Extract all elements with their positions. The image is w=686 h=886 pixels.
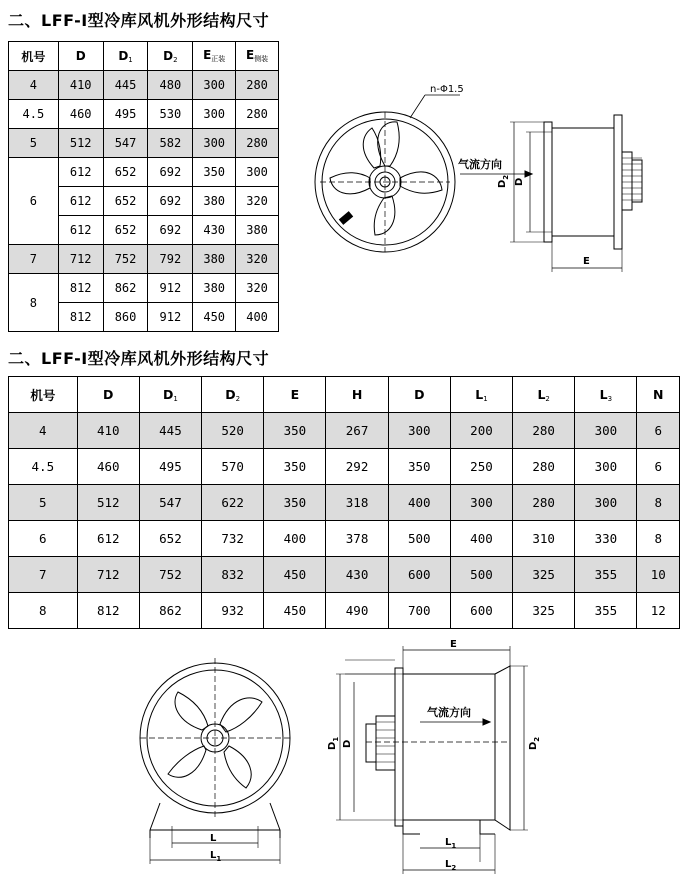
model-cell: 7 [9, 245, 59, 274]
table-cell: 450 [264, 557, 326, 593]
table-cell: 310 [513, 521, 575, 557]
table-cell: 350 [264, 449, 326, 485]
table-cell: 350 [264, 485, 326, 521]
table-cell: 380 [193, 245, 236, 274]
table-cell: 300 [193, 100, 236, 129]
table-cell: 500 [450, 557, 512, 593]
table-cell: 912 [148, 303, 193, 332]
side-l2-label: $L_2$ [445, 859, 457, 872]
table-row [9, 485, 680, 521]
table-cell: 490 [326, 593, 388, 629]
table-cell: 547 [103, 129, 148, 158]
table-cell: 832 [202, 557, 264, 593]
spec-table-2 [8, 376, 680, 629]
table-row [9, 557, 680, 593]
table-cell: 445 [139, 413, 201, 449]
table-row [9, 593, 680, 629]
d2-label: $D_2$ [528, 736, 541, 750]
model-cell: 5 [9, 129, 59, 158]
table-row [9, 274, 279, 303]
table-cell: 932 [202, 593, 264, 629]
table-cell: 355 [575, 593, 637, 629]
table-cell: 8 [637, 485, 680, 521]
side-view [336, 646, 528, 874]
table-cell: 320 [236, 274, 279, 303]
table-cell: 400 [450, 521, 512, 557]
table-row [9, 100, 279, 129]
table-cell: 330 [575, 521, 637, 557]
col-header: $L_3$ [575, 377, 637, 413]
table-row [9, 521, 680, 557]
table-cell: 495 [103, 100, 148, 129]
table-cell: 250 [450, 449, 512, 485]
table-cell: 430 [326, 557, 388, 593]
table-cell: 410 [77, 413, 139, 449]
table-cell: 752 [103, 245, 148, 274]
table-cell: 267 [326, 413, 388, 449]
d-label: D [514, 177, 525, 186]
table-cell: 320 [236, 187, 279, 216]
table-cell: 692 [148, 158, 193, 187]
table-cell: 862 [103, 274, 148, 303]
col-header: E [264, 377, 326, 413]
model-cell: 6 [9, 158, 59, 245]
table-cell: 400 [388, 485, 450, 521]
table-cell: 512 [58, 129, 103, 158]
table-cell: 600 [388, 557, 450, 593]
table-cell: 700 [388, 593, 450, 629]
table-cell: 600 [450, 593, 512, 629]
table-row [9, 129, 279, 158]
table-cell: 712 [77, 557, 139, 593]
section1-title: 二、LFF-Ⅰ型冷库风机外形结构尺寸 [8, 11, 270, 30]
col-header: $E_{侧装}$ [236, 42, 279, 71]
table-row [9, 413, 680, 449]
table-cell: 4 [9, 413, 78, 449]
table-cell: 612 [58, 216, 103, 245]
col-header: D [77, 377, 139, 413]
table-cell: 547 [139, 485, 201, 521]
l1-label: $L_1$ [210, 850, 222, 863]
side-view [460, 115, 642, 272]
table-cell: 692 [148, 187, 193, 216]
table-cell: 7 [9, 557, 78, 593]
table-cell: 652 [139, 521, 201, 557]
table-cell: 752 [139, 557, 201, 593]
table-cell: 445 [103, 71, 148, 100]
table-cell: 792 [148, 245, 193, 274]
col-header: $D_1$ [139, 377, 201, 413]
table-cell: 512 [77, 485, 139, 521]
table-header-row [9, 42, 279, 71]
table-cell: 350 [193, 158, 236, 187]
table-cell: 8 [637, 521, 680, 557]
table-cell: 350 [388, 449, 450, 485]
table-cell: 380 [236, 216, 279, 245]
table-cell: 652 [103, 158, 148, 187]
e-label: E [583, 256, 590, 267]
col-header: $E_{正装}$ [193, 42, 236, 71]
airflow-label: 气流方向 [427, 706, 471, 719]
table-row [9, 158, 279, 187]
table-cell: 570 [202, 449, 264, 485]
col-header: $D_2$ [202, 377, 264, 413]
table-cell: 862 [139, 593, 201, 629]
table-cell: 292 [326, 449, 388, 485]
table-cell: 355 [575, 557, 637, 593]
table-cell: 912 [148, 274, 193, 303]
table-cell: 300 [575, 485, 637, 521]
table-cell: 380 [193, 187, 236, 216]
table-cell: 400 [236, 303, 279, 332]
table-cell: 460 [58, 100, 103, 129]
table-cell: 860 [103, 303, 148, 332]
table-cell: 300 [575, 449, 637, 485]
table-cell: 350 [264, 413, 326, 449]
table-cell: 378 [326, 521, 388, 557]
table-cell: 5 [9, 485, 78, 521]
d-label: D [342, 739, 353, 748]
side-l1-label: $L_1$ [445, 837, 457, 850]
d1-label: $D_1$ [327, 736, 340, 750]
table-cell: 325 [513, 557, 575, 593]
l-label: L [210, 833, 217, 844]
table-cell: 325 [513, 593, 575, 629]
table-cell: 400 [264, 521, 326, 557]
table-cell: 480 [148, 71, 193, 100]
table-cell: 4.5 [9, 449, 78, 485]
table-cell: 410 [58, 71, 103, 100]
table-cell: 812 [58, 274, 103, 303]
table-cell: 300 [575, 413, 637, 449]
table-cell: 200 [450, 413, 512, 449]
col-header: N [637, 377, 680, 413]
table-cell: 12 [637, 593, 680, 629]
table-cell: 460 [77, 449, 139, 485]
table-cell: 320 [236, 245, 279, 274]
table-cell: 300 [450, 485, 512, 521]
table-cell: 652 [103, 187, 148, 216]
table-cell: 318 [326, 485, 388, 521]
col-header: $L_1$ [450, 377, 512, 413]
col-header: 机号 [9, 377, 78, 413]
table-cell: 582 [148, 129, 193, 158]
table-cell: 300 [193, 129, 236, 158]
table-cell: 280 [513, 449, 575, 485]
table-cell: 450 [193, 303, 236, 332]
table-cell: 520 [202, 413, 264, 449]
model-cell: 4 [9, 71, 59, 100]
table-cell: 280 [236, 71, 279, 100]
table-cell: 530 [148, 100, 193, 129]
fan-drawing-2 [140, 638, 560, 878]
hole-label: n-Φ1.5 [430, 84, 464, 95]
table-cell: 500 [388, 521, 450, 557]
table-row [9, 245, 279, 274]
table-cell: 380 [193, 274, 236, 303]
table-cell: 612 [58, 158, 103, 187]
table-cell: 280 [513, 413, 575, 449]
front-view [315, 95, 460, 252]
table-cell: 300 [388, 413, 450, 449]
table-cell: 812 [77, 593, 139, 629]
col-header: H [326, 377, 388, 413]
table-cell: 612 [58, 187, 103, 216]
table-cell: 450 [264, 593, 326, 629]
table-cell: 280 [236, 129, 279, 158]
spec-table-1 [8, 41, 279, 332]
model-cell: 4.5 [9, 100, 59, 129]
table-cell: 495 [139, 449, 201, 485]
col-header: D [388, 377, 450, 413]
table-cell: 10 [637, 557, 680, 593]
table-cell: 430 [193, 216, 236, 245]
table-cell: 812 [58, 303, 103, 332]
table-cell: 652 [103, 216, 148, 245]
col-header: 机号 [9, 42, 59, 71]
table-row [9, 449, 680, 485]
e-label: E [450, 639, 457, 650]
table-cell: 612 [77, 521, 139, 557]
col-header: D [58, 42, 103, 71]
table-cell: 280 [236, 100, 279, 129]
table-cell: 622 [202, 485, 264, 521]
col-header: $L_2$ [513, 377, 575, 413]
table-cell: 6 [637, 449, 680, 485]
model-cell: 8 [9, 274, 59, 332]
table-cell: 6 [637, 413, 680, 449]
d2-label: $D_2$ [497, 174, 510, 188]
table-cell: 8 [9, 593, 78, 629]
table-cell: 732 [202, 521, 264, 557]
table-header-row [9, 377, 680, 413]
section2-title: 二、LFF-Ⅰ型冷库风机外形结构尺寸 [8, 349, 270, 368]
fan-drawing-1 [300, 60, 680, 285]
airflow-label: 气流方向 [458, 158, 502, 171]
table-cell: 692 [148, 216, 193, 245]
table-cell: 300 [193, 71, 236, 100]
table-cell: 6 [9, 521, 78, 557]
table-cell: 280 [513, 485, 575, 521]
col-header: $D_1$ [103, 42, 148, 71]
col-header: $D_2$ [148, 42, 193, 71]
table-cell: 300 [236, 158, 279, 187]
table-cell: 712 [58, 245, 103, 274]
table-row [9, 71, 279, 100]
